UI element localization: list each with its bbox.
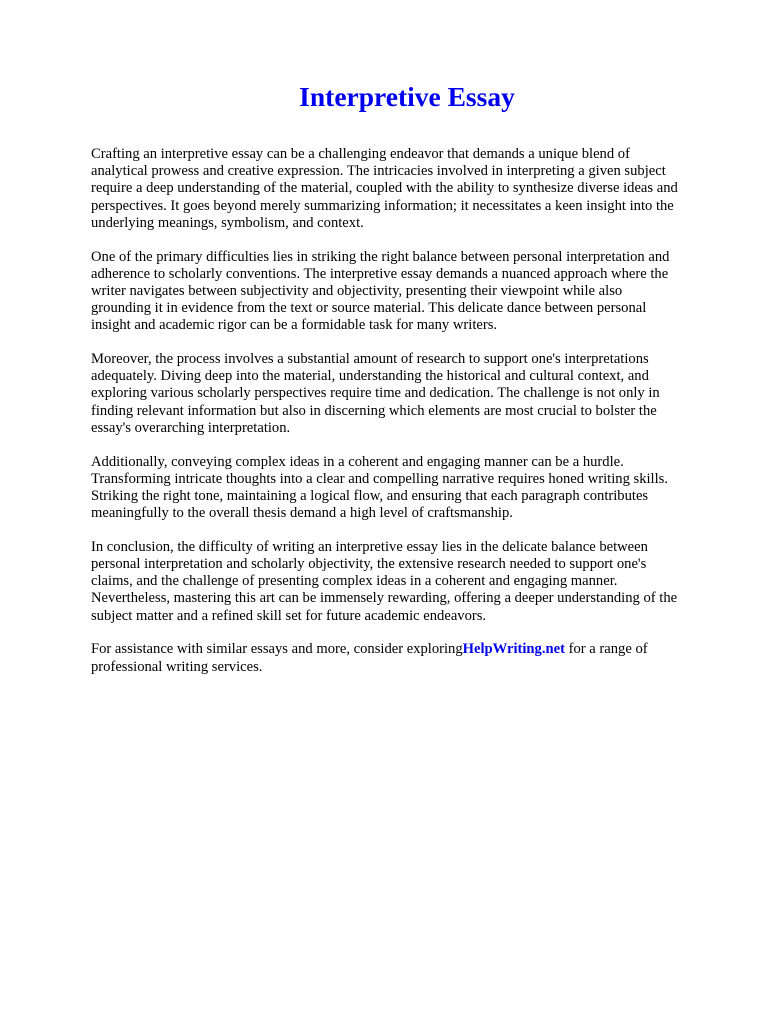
text-line: Moreover, the process involves a substantial amount of research to support one's interpretations [91, 351, 649, 368]
text-line [91, 641, 717, 658]
text-line: insight and academic rigor can be a formidable task for many writers. [91, 317, 498, 334]
helpwriting-link[interactable]: HelpWriting.net [462, 641, 565, 658]
paragraph-2 [91, 249, 717, 335]
text-line: professional writing services. [91, 658, 263, 675]
closing-text-after-link: for a range of [568, 641, 648, 658]
text-line: Striking the right tone, maintaining a logical flow, and ensuring that each paragraph contributes [91, 487, 649, 504]
text-line: writer navigates between subjectivity and objectivity, presenting their viewpoint while also [91, 282, 623, 299]
text-line: finding relevant information but also in discerning which elements are most crucial to bolster the [91, 402, 657, 419]
text-line: personal interpretation and scholarly objectivity, the extensive research needed to support one's [91, 556, 647, 573]
text-line: Additionally, conveying complex ideas in a coherent and engaging manner can be a hurdle. [91, 453, 624, 470]
text-line: grounding it in evidence from the text or source material. This delicate dance between personal [91, 300, 647, 317]
paragraph-4 [91, 454, 717, 523]
text-line: subject matter and a refined skill set for future academic endeavors. [91, 607, 487, 624]
paragraph-5 [91, 539, 717, 625]
closing-text-before-link: For assistance with similar essays and more, consider exploring [91, 641, 463, 658]
text-line: exploring various scholarly perspectives require time and dedication. The challenge is not only in [91, 385, 660, 402]
text-line: meaningfully to the overall thesis demand a high level of craftsmanship. [91, 505, 513, 522]
paragraph-1 [91, 146, 717, 232]
text-line: perspectives. It goes beyond merely summarizing information; it necessitates a keen insight into the [91, 197, 674, 214]
closing-paragraph [91, 641, 717, 675]
text-line: One of the primary difficulties lies in striking the right balance between personal interpretation and [91, 248, 670, 265]
paragraph-3 [91, 351, 717, 437]
text-line: require a deep understanding of the material, coupled with the ability to synthesize diverse ideas and [91, 180, 678, 197]
text-line: adequately. Diving deep into the material, understanding the historical and cultural context, and [91, 368, 649, 385]
text-line: underlying meanings, symbolism, and context. [91, 214, 364, 231]
text-line: Transforming intricate thoughts into a clear and compelling narrative requires honed writing skills. [91, 470, 668, 487]
text-line: Crafting an interpretive essay can be a challenging endeavor that demands a unique blend of [91, 146, 630, 162]
text-line: adherence to scholarly conventions. The interpretive essay demands a nuanced approach where the [91, 265, 669, 282]
text-line: analytical prowess and creative expression. The intricacies involved in interpreting a given subject [91, 163, 666, 180]
text-line: Nevertheless, mastering this art can be immensely rewarding, offering a deeper understanding of the [91, 590, 678, 607]
text-line: In conclusion, the difficulty of writing an interpretive essay lies in the delicate balance between [91, 538, 648, 555]
page-title: Interpretive Essay [299, 81, 515, 112]
text-line: claims, and the challenge of presenting complex ideas in a coherent and engaging manner. [91, 573, 618, 590]
text-line: essay's overarching interpretation. [91, 419, 291, 436]
essay-body [91, 146, 717, 692]
